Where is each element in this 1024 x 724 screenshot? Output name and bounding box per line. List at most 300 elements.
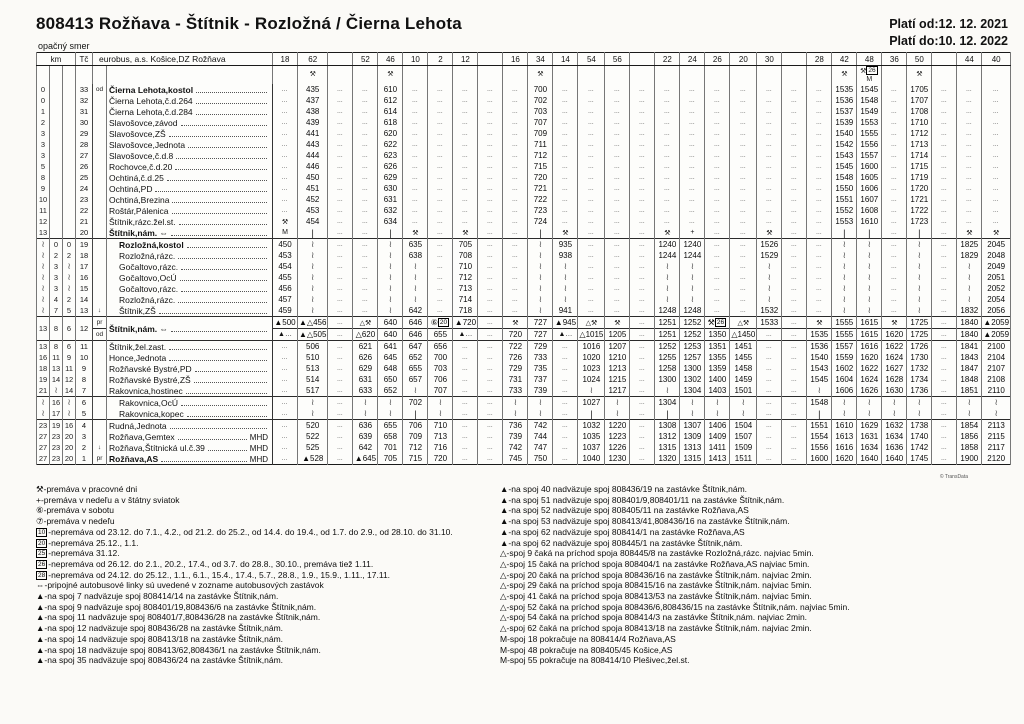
km-cell xyxy=(63,194,76,205)
time-cell: … xyxy=(807,84,832,95)
tc-cell: 21 xyxy=(76,216,93,227)
boxed-note: 20 xyxy=(38,539,46,547)
time-cell: … xyxy=(957,128,982,139)
km-cell: 13 xyxy=(50,363,63,374)
km-cell: 18 xyxy=(37,363,50,374)
dotted-leader xyxy=(178,439,247,440)
time-cell: 1020 xyxy=(578,352,605,363)
station-name: Rozložná,rázc. xyxy=(119,250,176,261)
time-cell: … xyxy=(428,239,453,251)
time-cell: ≀ xyxy=(832,408,857,420)
time-cell: 713 xyxy=(453,283,478,294)
tc-cell: 33 xyxy=(76,84,93,95)
station-cell xyxy=(107,128,273,139)
time-cell: 1255 xyxy=(655,352,680,363)
time-cell: … xyxy=(782,183,807,194)
km-cell: 23 xyxy=(37,420,50,432)
time-cell: … xyxy=(478,128,503,139)
time-cell: 1302 xyxy=(680,374,705,385)
time-cell: … xyxy=(503,283,528,294)
time-cell: … xyxy=(757,84,782,95)
time-cell: … xyxy=(807,216,832,227)
time-cell: … xyxy=(353,239,378,251)
time-cell: … xyxy=(328,194,353,205)
time-cell: … xyxy=(428,250,453,261)
valid-from: Platí od:12. 12. 2021 xyxy=(889,17,1008,31)
marker-cell xyxy=(93,352,107,363)
time-cell: 1742 xyxy=(907,442,932,453)
time-cell: ≀ xyxy=(378,283,403,294)
time-cell: 1024 xyxy=(578,374,605,385)
time-cell: … xyxy=(328,117,353,128)
time-cell: … xyxy=(730,283,757,294)
time-cell: 631 xyxy=(353,374,378,385)
time-cell: … xyxy=(680,172,705,183)
time-cell: 712 xyxy=(453,272,478,283)
time-cell: 2048 xyxy=(982,250,1011,261)
symbol-cell xyxy=(782,66,807,85)
time-cell: … xyxy=(553,95,578,106)
time-cell: … xyxy=(273,95,298,106)
time-cell: 446 xyxy=(298,161,328,172)
time-cell: ≀ xyxy=(857,272,882,283)
time-cell: … xyxy=(957,84,982,95)
time-cell: … xyxy=(553,341,578,353)
time-cell: … xyxy=(553,84,578,95)
station-name: Gočaltovo,rázc. xyxy=(119,261,179,272)
time-cell: ≀ xyxy=(807,385,832,397)
tc-header: Tč xyxy=(76,53,93,66)
time-cell: 454 xyxy=(298,216,328,227)
time-cell: … xyxy=(680,84,705,95)
time-cell: ≀ xyxy=(298,305,328,317)
time-cell: … xyxy=(503,117,528,128)
time-cell: 441 xyxy=(298,128,328,139)
time-cell: … xyxy=(957,117,982,128)
trip-number: 18 xyxy=(273,53,298,66)
km-cell: 2 xyxy=(63,294,76,305)
time-cell: 1627 xyxy=(882,363,907,374)
time-cell: 722 xyxy=(503,341,528,353)
time-cell: ≀ xyxy=(730,397,757,409)
time-cell: △1015 xyxy=(579,330,604,339)
km-cell: 11 xyxy=(63,363,76,374)
time-cell: … xyxy=(757,95,782,106)
time-cell: ≀ xyxy=(757,261,782,272)
time-cell: ⚒ xyxy=(503,317,528,329)
time-cell: … xyxy=(273,128,298,139)
time-cell: 1550 xyxy=(832,183,857,194)
boxed-note: 26 xyxy=(868,67,876,74)
time-cell: 724 xyxy=(528,216,553,227)
time-cell: 2056 xyxy=(982,305,1011,317)
time-cell: 713 xyxy=(428,431,453,442)
time-cell: 645 xyxy=(378,352,403,363)
station-wrap xyxy=(109,96,270,106)
time-cell: 1732 xyxy=(907,363,932,374)
tc-cell: 7 xyxy=(76,385,93,397)
time-cell: … xyxy=(705,227,730,239)
km-cell: ≀ xyxy=(37,305,50,317)
time-cell: 1309 xyxy=(680,431,705,442)
time-cell: 2110 xyxy=(982,385,1011,397)
time-cell: … xyxy=(757,216,782,227)
legend-line: ▲-na spoj 62 nadväzuje spoj 808414/1 na zastávke Rožňava,AS xyxy=(500,526,745,537)
tc-cell: 11 xyxy=(76,341,93,353)
time-cell: … xyxy=(453,205,478,216)
time-cell: … xyxy=(453,420,478,432)
time-cell: … xyxy=(605,305,630,317)
time-cell: … xyxy=(782,239,807,251)
km-cell xyxy=(50,183,63,194)
tc-cell: 16 xyxy=(76,272,93,283)
blank-cell xyxy=(63,66,76,85)
time-cell: ⚒ xyxy=(757,227,782,239)
km-cell: 0 xyxy=(50,239,63,251)
time-cell: ▲… xyxy=(273,329,298,341)
time-cell: … xyxy=(503,128,528,139)
symbol-cell: ⚒ xyxy=(378,66,403,85)
time-cell: … xyxy=(782,194,807,205)
legend-line: +-premáva v nedeľu a v štátny sviatok xyxy=(36,494,180,505)
tc-cell: 14 xyxy=(76,294,93,305)
time-cell: … xyxy=(807,205,832,216)
time-cell: … xyxy=(553,216,578,227)
time-cell: ▲2059 xyxy=(983,318,1010,327)
time-cell: ≀ xyxy=(907,272,932,283)
time-cell: | xyxy=(832,227,857,239)
time-cell: … xyxy=(353,283,378,294)
time-cell: … xyxy=(453,341,478,353)
time-cell: 1626 xyxy=(857,385,882,397)
time-cell: 439 xyxy=(298,117,328,128)
km-cell xyxy=(50,117,63,128)
symbol-cell xyxy=(655,66,680,85)
time-cell: … xyxy=(932,183,957,194)
time-cell: … xyxy=(757,442,782,453)
symbol-cell xyxy=(605,66,630,85)
station-wrap xyxy=(109,421,270,431)
time-cell: … xyxy=(403,84,428,95)
time-cell: 642 xyxy=(403,305,428,317)
time-cell: 737 xyxy=(528,374,553,385)
station-wrap xyxy=(109,324,270,334)
time-cell: … xyxy=(353,194,378,205)
time-cell: … xyxy=(578,239,605,251)
time-cell: ≀ xyxy=(528,239,553,251)
km-cell: 11 xyxy=(50,352,63,363)
time-cell: 1556 xyxy=(807,442,832,453)
time-cell: ≀ xyxy=(528,272,553,283)
time-cell: 705 xyxy=(453,239,478,251)
tc-cell: 2 xyxy=(76,442,93,453)
time-cell: … xyxy=(932,272,957,283)
time-cell: … xyxy=(328,442,353,453)
time-cell: 635 xyxy=(403,239,428,251)
km-cell: 3 xyxy=(37,128,50,139)
time-cell: 632 xyxy=(378,205,403,216)
time-cell: 709 xyxy=(403,431,428,442)
trip-number: 22 xyxy=(655,53,680,66)
time-cell: ▲… xyxy=(553,329,578,341)
time-cell: … xyxy=(680,128,705,139)
time-cell: … xyxy=(730,216,757,227)
time-cell: … xyxy=(932,172,957,183)
symbol-cell: ⚒ xyxy=(528,66,553,85)
time-cell: 705 xyxy=(378,453,403,465)
time-cell: … xyxy=(782,261,807,272)
station-cell xyxy=(107,317,273,341)
time-cell: 443 xyxy=(298,139,328,150)
time-cell: 655 xyxy=(378,420,403,432)
time-cell: … xyxy=(680,95,705,106)
time-cell: … xyxy=(705,261,730,272)
symbol-cell xyxy=(503,66,528,85)
time-cell: … xyxy=(630,150,655,161)
time-cell: … xyxy=(478,329,503,341)
time-cell: … xyxy=(957,95,982,106)
trip-number: 42 xyxy=(832,53,857,66)
time-cell: … xyxy=(782,453,807,465)
time-cell: … xyxy=(705,283,730,294)
time-cell: 707 xyxy=(428,385,453,397)
time-cell: 510 xyxy=(298,352,328,363)
time-cell: 1829 xyxy=(957,250,982,261)
time-cell: ≀ xyxy=(528,250,553,261)
time-cell: 733 xyxy=(503,385,528,397)
km-cell: ≀ xyxy=(37,397,50,409)
time-cell: … xyxy=(403,95,428,106)
marker-cell xyxy=(93,283,107,294)
time-cell: ≀ xyxy=(680,397,705,409)
time-cell: ≀ xyxy=(857,261,882,272)
time-cell: … xyxy=(553,150,578,161)
time-cell: ≀ xyxy=(907,261,932,272)
time-cell: … xyxy=(882,172,907,183)
time-cell: … xyxy=(605,294,630,305)
station-name: Rozložná,kostol xyxy=(119,239,184,250)
time-cell: 1240 xyxy=(655,239,680,251)
time-cell: … xyxy=(578,216,605,227)
tc-cell: 9 xyxy=(76,363,93,374)
time-cell: … xyxy=(882,128,907,139)
time-cell: … xyxy=(932,420,957,432)
time-cell: 1555 xyxy=(832,329,857,341)
symbol-cell: ⚒ 26 M xyxy=(857,66,882,85)
time-cell: ≀ xyxy=(957,261,982,272)
tc-cell: 17 xyxy=(76,261,93,272)
time-cell: … xyxy=(605,161,630,172)
time-cell: 739 xyxy=(528,385,553,397)
dotted-leader xyxy=(178,258,267,259)
km-cell: 20 xyxy=(63,442,76,453)
time-cell: 729 xyxy=(528,341,553,353)
km-cell: 23 xyxy=(50,453,63,465)
time-cell: 1413 xyxy=(705,453,730,465)
time-cell: … xyxy=(403,194,428,205)
dotted-leader xyxy=(186,393,267,394)
time-cell: 710 xyxy=(453,261,478,272)
station-cell xyxy=(107,172,273,183)
time-cell: … xyxy=(328,341,353,353)
trip-number: 48 xyxy=(857,53,882,66)
station-wrap xyxy=(109,284,270,294)
validity-block xyxy=(889,16,1008,50)
time-cell: … xyxy=(630,408,655,420)
legend-line: ⚒-premáva v pracovné dni xyxy=(36,484,138,494)
time-cell: … xyxy=(453,397,478,409)
time-cell: … xyxy=(630,161,655,172)
km-cell: 5 xyxy=(37,161,50,172)
time-cell: 1545 xyxy=(807,374,832,385)
station-name: Rakovnica,kopec xyxy=(119,408,184,419)
time-cell: 700 xyxy=(528,84,553,95)
time-cell: 1634 xyxy=(882,431,907,442)
time-cell: … xyxy=(553,385,578,397)
marker-cell: pr xyxy=(93,453,107,465)
time-cell: … xyxy=(982,172,1011,183)
time-cell: 709 xyxy=(528,128,553,139)
time-cell: 702 xyxy=(528,95,553,106)
time-cell: ≀ xyxy=(832,397,857,409)
time-cell: ≀ xyxy=(857,397,882,409)
dotted-leader xyxy=(180,280,267,281)
time-cell: … xyxy=(932,305,957,317)
time-cell: … xyxy=(655,161,680,172)
time-cell: 1213 xyxy=(605,363,630,374)
time-cell: … xyxy=(328,283,353,294)
time-cell: 1602 xyxy=(832,363,857,374)
time-cell: … xyxy=(478,261,503,272)
km-cell: 0 xyxy=(37,95,50,106)
station-name: Rakovnica,OcÚ xyxy=(119,397,179,408)
station-wrap xyxy=(109,353,270,363)
time-cell: 1526 xyxy=(757,239,782,251)
time-cell: … xyxy=(578,250,605,261)
station-name: Slavošovce,č.d.8 xyxy=(109,150,174,161)
time-cell: … xyxy=(882,250,907,261)
time-cell: … xyxy=(782,216,807,227)
time-cell: … xyxy=(353,216,378,227)
km-cell: 8 xyxy=(50,341,63,353)
time-cell: … xyxy=(428,294,453,305)
time-cell: ⚒ xyxy=(957,227,982,239)
time-cell: … xyxy=(655,117,680,128)
km-cell: ≀ xyxy=(37,239,50,251)
time-cell: 453 xyxy=(298,205,328,216)
time-cell: 1304 xyxy=(680,385,705,397)
time-cell: 735 xyxy=(528,363,553,374)
time-cell: … xyxy=(757,117,782,128)
marker-cell: od xyxy=(93,84,107,95)
time-cell: … xyxy=(680,183,705,194)
time-cell: … xyxy=(453,442,478,453)
time-cell: … xyxy=(630,420,655,432)
legend-line: △-spoj 9 čaká na príchod spoja 808445/8 na zastávke Rozložná,rázc. najviac 5min. xyxy=(500,548,814,559)
time-cell: … xyxy=(403,161,428,172)
tc-cell: 20 xyxy=(76,227,93,239)
time-cell: ▲2059 xyxy=(983,330,1010,339)
legend-line: 26 -nepremáva od 26.12. do 2.1., 20.2., 17.4., od 3.7. do 28.8., 30.10., premáva tiež 1.11. xyxy=(38,558,374,569)
time-cell: … xyxy=(730,161,757,172)
time-cell: … xyxy=(273,161,298,172)
km-cell: 8 xyxy=(50,317,63,341)
time-cell: ≀ xyxy=(528,408,553,420)
dotted-leader xyxy=(187,416,267,417)
time-cell: … xyxy=(605,272,630,283)
station-cell xyxy=(107,453,273,465)
time-cell: … xyxy=(705,216,730,227)
time-cell: 1740 xyxy=(907,431,932,442)
station-wrap xyxy=(109,273,270,283)
time-cell: … xyxy=(932,283,957,294)
time-cell: 1847 xyxy=(957,363,982,374)
time-cell: … xyxy=(605,150,630,161)
km-cell: ≀ xyxy=(37,283,50,294)
time-cell: … xyxy=(705,272,730,283)
time-cell: ≀ xyxy=(705,408,730,420)
time-cell: 726 xyxy=(503,352,528,363)
tc-cell: 31 xyxy=(76,106,93,117)
symbol-cell xyxy=(882,66,907,85)
time-cell: … xyxy=(655,150,680,161)
time-cell: … xyxy=(453,453,478,465)
time-cell: … xyxy=(782,374,807,385)
time-cell: 1616 xyxy=(832,442,857,453)
time-cell: 517 xyxy=(298,385,328,397)
time-cell: … xyxy=(782,317,807,329)
legend-line: ▲-na spoj 40 nadväzuje spoj 808436/19 na zastávke Štítnik,nám. xyxy=(500,484,748,494)
time-cell: … xyxy=(478,385,503,397)
time-cell: … xyxy=(578,227,605,239)
time-cell: △⚒ xyxy=(353,317,378,329)
time-cell: ⚒ xyxy=(553,227,578,239)
time-cell: 1540 xyxy=(832,128,857,139)
time-cell: 1624 xyxy=(882,352,907,363)
time-cell: … xyxy=(478,117,503,128)
time-cell: 612 xyxy=(378,95,403,106)
time-cell: 750 xyxy=(528,453,553,465)
trip-number: 56 xyxy=(605,53,630,66)
time-cell: 1634 xyxy=(857,442,882,453)
marker-cell: ↓ xyxy=(93,442,107,453)
time-cell: … xyxy=(328,385,353,397)
time-cell: M xyxy=(273,227,298,239)
time-cell: … xyxy=(328,329,353,341)
station-name: Slavošovce,Jednota xyxy=(109,139,186,150)
marker-cell xyxy=(93,341,107,353)
boxed-note: 28 xyxy=(38,571,46,579)
time-cell: … xyxy=(757,408,782,420)
dotted-leader xyxy=(181,291,267,292)
time-cell: 450 xyxy=(298,172,328,183)
station-wrap xyxy=(109,454,270,464)
tc-cell: 22 xyxy=(76,205,93,216)
time-cell: 1451 xyxy=(730,341,757,353)
time-cell: … xyxy=(428,161,453,172)
time-cell: … xyxy=(782,385,807,397)
time-cell: … xyxy=(478,283,503,294)
trip-number xyxy=(328,53,353,66)
time-cell: … xyxy=(630,106,655,117)
time-cell: … xyxy=(605,283,630,294)
dotted-leader xyxy=(172,202,267,203)
time-cell: … xyxy=(353,106,378,117)
time-cell: … xyxy=(730,128,757,139)
time-cell: … xyxy=(982,205,1011,216)
time-cell: ≀ xyxy=(857,294,882,305)
tc-cell: 12 xyxy=(76,317,93,341)
